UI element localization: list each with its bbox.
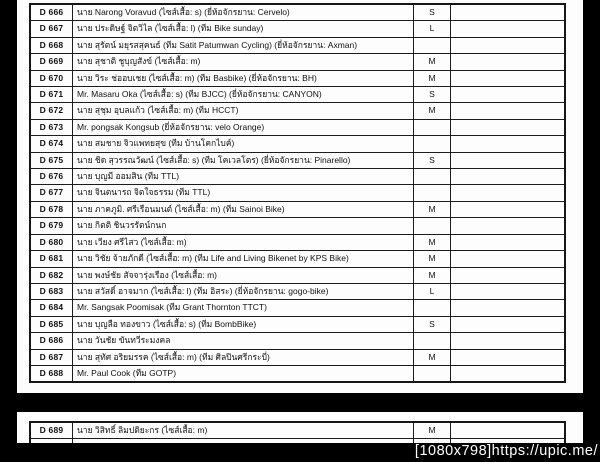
rider-id-cell: D 677 <box>30 185 73 201</box>
shirt-size-cell: M <box>414 70 451 86</box>
rider-name-cell: นาย สุชุม อุบลแก้ว (ไซส์เสื้อ: m) (ทีม HCCT) <box>73 103 414 119</box>
table-row <box>30 283 565 299</box>
rider-id-cell: D 687 <box>30 349 73 365</box>
rider-name-cell: Mr. Sangsak Poomisak (ทีม Grant Thornton TTCT) <box>73 300 414 316</box>
rider-name-cell: นาย บุญมี ออมสิน (ทีม TTL) <box>73 169 414 185</box>
empty-note-cell <box>451 300 566 316</box>
shirt-size-cell <box>414 300 451 316</box>
table-row <box>30 365 565 382</box>
empty-note-cell <box>451 234 566 250</box>
rider-list-main-body <box>30 4 565 382</box>
rider-name-cell: นาย จินตนารถ จิตใจธรรม (ทีม TTL) <box>73 185 414 201</box>
rider-name-cell: นาย สุชาติ ชูบุญสังข์ (ไซส์เสื้อ: m) <box>73 54 414 70</box>
rider-name-cell: นาย ชิด สุวรรณวัฒน์ (ไซส์เสื้อ: s) (ทีม โคเวลโตร) (ยี่ห้อจักรยาน: Pinarello) <box>73 152 414 168</box>
empty-note-cell <box>451 333 566 349</box>
rider-name-cell: นาย Narong Voravud (ไซส์เสื้อ: s) (ยี่ห้อจักรยาน: Cervelo) <box>73 4 414 21</box>
empty-note-cell <box>451 349 566 365</box>
table-row <box>30 267 565 283</box>
shirt-size-cell: M <box>414 267 451 283</box>
empty-note-cell <box>451 283 566 299</box>
table-row <box>30 218 565 234</box>
scanned-page-top <box>17 0 583 393</box>
rider-id-cell: D 674 <box>30 136 73 152</box>
rider-id-cell: D 679 <box>30 218 73 234</box>
shirt-size-cell <box>414 365 451 382</box>
empty-note-cell <box>451 103 566 119</box>
shirt-size-cell: S <box>414 4 451 21</box>
table-row <box>30 136 565 152</box>
rider-id-cell: D 673 <box>30 119 73 135</box>
empty-note-cell <box>451 251 566 267</box>
empty-note-cell <box>451 70 566 86</box>
empty-note-cell <box>451 185 566 201</box>
rider-name-cell: นาย สุรัตน์ มยุรสสุคนธ์ (ทีม Satit Patumwan Cycling) (ยี่ห้อจักรยาน: Axman) <box>73 37 414 53</box>
rider-name-cell: นาย สมชาย จิวแพทยสุข (ทีม บ้านโคกไบค์) <box>73 136 414 152</box>
table-row <box>30 234 565 250</box>
shirt-size-cell: L <box>414 283 451 299</box>
rider-name-cell: นาย วิระ ช่ออบเชย (ไซส์เสื้อ: m) (ทีม Basbike) (ยี่ห้อจักรยาน: BH) <box>73 70 414 86</box>
rider-id-cell: D 668 <box>30 37 73 53</box>
rider-id-cell: D 688 <box>30 365 73 382</box>
rider-name-cell: นาย ประดิษฐ์ จิตวิไล (ไซส์เสื้อ: l) (ทีม Bike sunday) <box>73 21 414 37</box>
rider-id-cell: D 686 <box>30 333 73 349</box>
table-row <box>30 185 565 201</box>
rider-list-table-main <box>29 3 566 383</box>
rider-name-cell: Mr. Masaru Oka (ไซส์เสื้อ: s) (ทีม BJCC) (ยี่ห้อจักรยาน: CANYON) <box>73 87 414 103</box>
table-row <box>30 119 565 135</box>
empty-note-cell <box>451 37 566 53</box>
table-row <box>30 422 565 439</box>
rider-id-cell: D 666 <box>30 4 73 21</box>
watermark-text: [1080x798]https://upic.me/ <box>414 443 598 459</box>
rider-id-cell: D 682 <box>30 267 73 283</box>
shirt-size-cell: M <box>414 201 451 217</box>
empty-note-cell <box>451 169 566 185</box>
empty-note-cell <box>451 218 566 234</box>
empty-note-cell <box>451 316 566 332</box>
rider-name-cell: นาย วันชัย ขันทวีระมงคล <box>73 333 414 349</box>
rider-id-cell: D 680 <box>30 234 73 250</box>
table-row <box>30 37 565 53</box>
table-row <box>30 21 565 37</box>
shirt-size-cell: M <box>414 234 451 250</box>
bottom-black-band <box>0 443 600 462</box>
table-row <box>30 251 565 267</box>
rider-name-cell: นาย วิชัย จ้ายภักดี (ไซส์เสื้อ: m) (ทีม Life and Living Bikenet by KPS Bike) <box>73 251 414 267</box>
table-row <box>30 300 565 316</box>
rider-id-cell: D 685 <box>30 316 73 332</box>
empty-note-cell <box>451 54 566 70</box>
shirt-size-cell: M <box>414 349 451 365</box>
rider-id-cell: D 684 <box>30 300 73 316</box>
empty-note-cell <box>451 119 566 135</box>
rider-id-cell: D 667 <box>30 21 73 37</box>
rider-id-cell: D 676 <box>30 169 73 185</box>
rider-id-cell: D 675 <box>30 152 73 168</box>
shirt-size-cell <box>414 37 451 53</box>
empty-note-cell <box>451 87 566 103</box>
shirt-size-cell: S <box>414 316 451 332</box>
table-row <box>30 169 565 185</box>
shirt-size-cell <box>414 333 451 349</box>
table-row <box>30 333 565 349</box>
shirt-size-cell <box>414 136 451 152</box>
rider-name-cell: นาย ภาคภูมิ. ศรีเรือนมนต์ (ไซส์เสื้อ: m) (ทีม Sainoi Bike) <box>73 201 414 217</box>
table-row <box>30 54 565 70</box>
empty-note-cell <box>451 267 566 283</box>
table-row <box>30 4 565 21</box>
rider-name-cell: นาย เวียง ศรีไสว (ไซส์เสื้อ: m) <box>73 234 414 250</box>
rider-name-cell: Mr. Paul Cook (ทีม GOTP) <box>73 365 414 382</box>
shirt-size-cell: M <box>414 54 451 70</box>
table-row <box>30 349 565 365</box>
rider-id-cell: D 669 <box>30 54 73 70</box>
shirt-size-cell <box>414 119 451 135</box>
shirt-size-cell: M <box>414 422 451 439</box>
shirt-size-cell: S <box>414 152 451 168</box>
table-row <box>30 103 565 119</box>
shirt-size-cell <box>414 169 451 185</box>
table-row <box>30 152 565 168</box>
shirt-size-cell <box>414 218 451 234</box>
rider-id-cell: D 671 <box>30 87 73 103</box>
shirt-size-cell: L <box>414 21 451 37</box>
empty-note-cell <box>451 136 566 152</box>
empty-note-cell <box>451 422 566 439</box>
empty-note-cell <box>451 201 566 217</box>
empty-note-cell <box>451 21 566 37</box>
rider-id-cell: D 670 <box>30 70 73 86</box>
empty-note-cell <box>451 365 566 382</box>
rider-id-cell: D 678 <box>30 201 73 217</box>
table-row <box>30 87 565 103</box>
shirt-size-cell: M <box>414 103 451 119</box>
table-row <box>30 70 565 86</box>
rider-name-cell: นาย สุทัศ อริยมรรค (ไซส์เสื้อ: m) (ทีม ศิลปินศรีกระบี่) <box>73 349 414 365</box>
shirt-size-cell <box>414 185 451 201</box>
empty-note-cell <box>451 4 566 21</box>
rider-id-cell: D 681 <box>30 251 73 267</box>
rider-id-cell: D 683 <box>30 283 73 299</box>
rider-name-cell: นาย กิตติ ชินวรรัตน์กนก <box>73 218 414 234</box>
rider-name-cell: นาย พงษ์ชัย สัจจารุ่งเรือง (ไซส์เสื้อ: m) <box>73 267 414 283</box>
empty-note-cell <box>451 152 566 168</box>
rider-name-cell: นาย บุญลือ ทองขาว (ไซส์เสื้อ: s) (ทีม BombBike) <box>73 316 414 332</box>
shirt-size-cell: S <box>414 87 451 103</box>
table-row <box>30 201 565 217</box>
rider-name-cell: นาย สวัสดิ์ อาจมาก (ไซส์เสื้อ: l) (ทีม อิสระ) (ยี่ห้อจักรยาน: gogo-bike) <box>73 283 414 299</box>
rider-id-cell: D 672 <box>30 103 73 119</box>
shirt-size-cell: M <box>414 251 451 267</box>
rider-name-cell: Mr. pongsak Kongsub (ยี่ห้อจักรยาน: velo Orange) <box>73 119 414 135</box>
rider-name-cell: นาย วิสิทธิ์ ลิมปติยะกร (ไซส์เสื้อ: m) <box>73 422 414 439</box>
rider-id-cell: D 689 <box>30 422 73 439</box>
table-row <box>30 316 565 332</box>
